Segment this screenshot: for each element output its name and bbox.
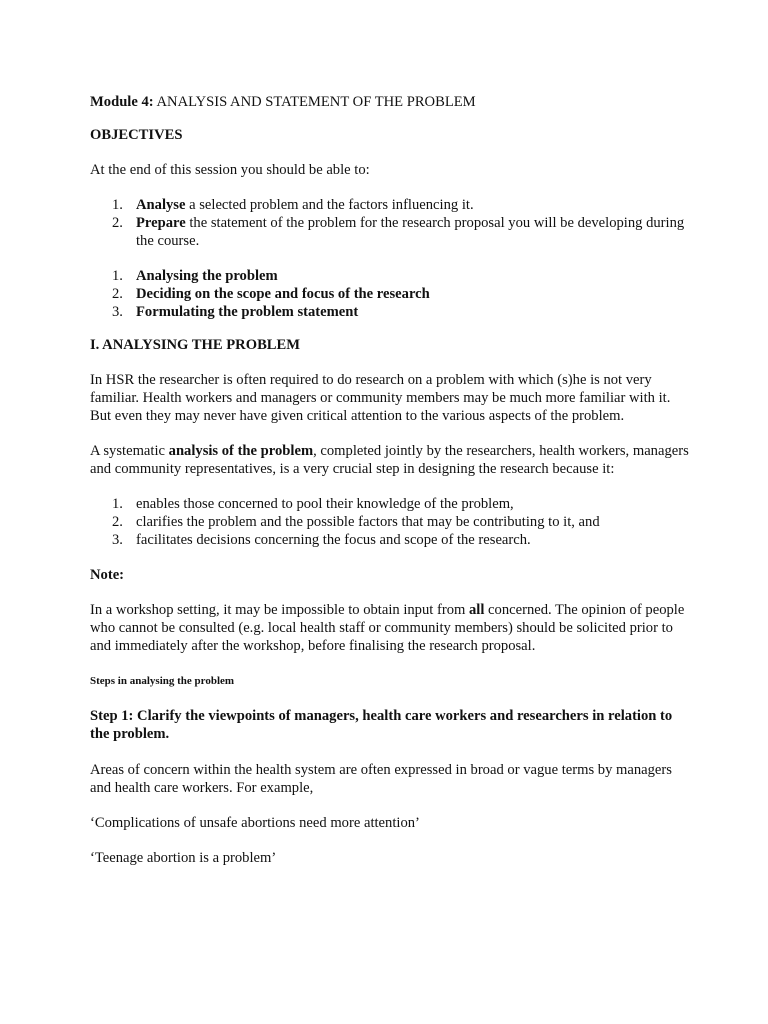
objective-verb: Analyse — [136, 197, 186, 213]
module-title — [90, 93, 690, 111]
document-page — [90, 93, 690, 884]
emphasis-text: analysis of the problem — [168, 443, 314, 459]
list-item — [90, 531, 690, 549]
list-number: 1. — [112, 268, 123, 284]
paragraph: In HSR the researcher is often required to do research on a problem with which (s)he is not very familiar. Health workers and managers or community members may be much more familiar with it. But even they may never have given critical attention to the various aspects of the problem. — [90, 372, 671, 424]
benefits-list — [90, 495, 690, 549]
paragraph-text: concerned. The opinion of people who cannot be consulted (e.g. local health staff or community members) should be solicited prior to and immediately after the workshop, before finalising the research proposal. — [90, 602, 685, 654]
objectives-intro: At the end of this session you should be able to: — [90, 162, 370, 178]
objective-verb: Prepare — [136, 215, 186, 231]
objectives-heading: OBJECTIVES — [90, 127, 183, 143]
list-item — [90, 303, 690, 321]
module-prefix: Module 4: — [90, 94, 154, 110]
list-text: facilitates decisions concerning the focus and scope of the research. — [136, 532, 531, 548]
steps-heading: Steps in analysing the problem — [90, 675, 235, 687]
paragraph: Areas of concern within the health system are often expressed in broad or vague terms by managers and health care workers. For example, — [90, 762, 672, 796]
emphasis-text: all — [469, 602, 485, 618]
list-item — [90, 196, 690, 214]
topic-text: Analysing the problem — [136, 268, 278, 284]
list-item — [90, 285, 690, 303]
list-number: 2. — [112, 215, 123, 231]
quote: ‘Complications of unsafe abortions need more attention’ — [90, 815, 420, 831]
list-number: 2. — [112, 514, 123, 530]
quote: ‘Teenage abortion is a problem’ — [90, 850, 277, 866]
topics-list — [90, 267, 690, 321]
list-number: 1. — [112, 496, 123, 512]
list-number: 3. — [112, 304, 123, 320]
list-text: enables those concerned to pool their knowledge of the problem, — [136, 496, 514, 512]
topic-text: Formulating the problem statement — [136, 304, 359, 320]
paragraph-text: A systematic — [90, 443, 169, 459]
step-heading: Step 1: Clarify the viewpoints of managers, health care workers and researchers in relation to the problem. — [90, 708, 673, 742]
topic-text: Deciding on the scope and focus of the research — [136, 286, 430, 302]
list-item — [90, 495, 690, 513]
list-item — [90, 267, 690, 285]
module-title-text: ANALYSIS AND STATEMENT OF THE PROBLEM — [153, 94, 476, 110]
list-number: 3. — [112, 532, 123, 548]
paragraph-text: In a workshop setting, it may be impossible to obtain input from — [90, 602, 469, 618]
paragraph — [90, 442, 690, 478]
note-heading: Note: — [90, 567, 125, 583]
objectives-list — [90, 196, 690, 250]
paragraph-text: , completed jointly by the researchers, health workers, managers and community representatives, is a very crucial step in designing the research because it: — [90, 443, 689, 477]
list-number: 2. — [112, 286, 123, 302]
objective-text: the statement of the problem for the research proposal you will be developing during the course. — [136, 215, 685, 249]
list-item — [90, 513, 690, 531]
objective-text: a selected problem and the factors influencing it. — [185, 197, 474, 213]
note-paragraph — [90, 601, 690, 655]
list-item — [90, 214, 690, 250]
list-number: 1. — [112, 197, 123, 213]
list-text: clarifies the problem and the possible factors that may be contributing to it, and — [136, 514, 600, 530]
section-heading: I. ANALYSING THE PROBLEM — [90, 337, 301, 353]
